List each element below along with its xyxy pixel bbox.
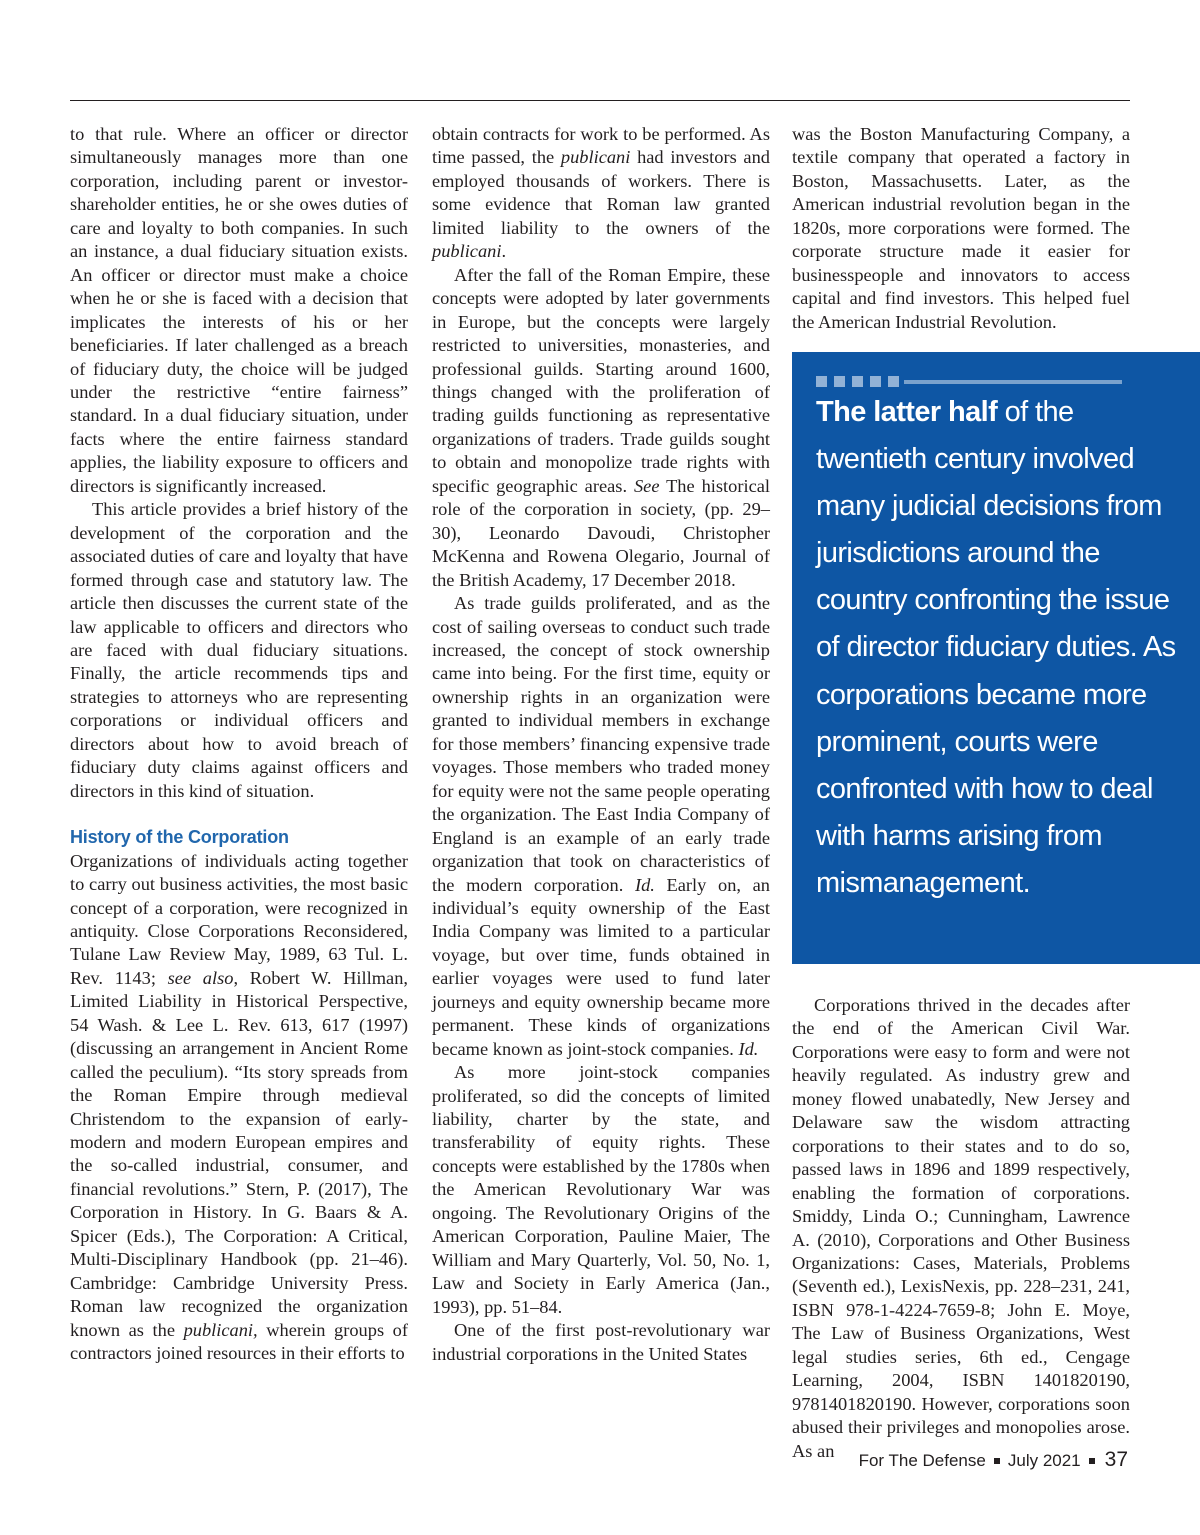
page-footer — [859, 1448, 1128, 1472]
col1-paragraph-1: to that rule. Where an officer or director simultaneously manages more than one corporation, including parent or investor-shareholder entities, he or she owes duties of care and loyalty to both companies. In such an instance, a dual fiduciary situation exists. An officer or director must make a choice when he or she is faced with a decision that implicates the interests of his or her beneficiaries. If later challenged as a breach of fiduciary duty, the choice will be judged under the restrictive “entire fairness” standard. In a dual fiduciary situation, under facts where the entire fairness standard applies, the liability exposure to officers and directors is significantly increased. — [70, 124, 408, 496]
col2-paragraph-5: One of the first post-revolutionary war industrial corporations in the United States — [432, 1320, 770, 1364]
col2-paragraph-3: As trade guilds proliferated, and as the cost of sailing overseas to conduct such trade increased, the concept of stock ownership came into being. For the first time, equity or ownership rights in an organization were granted to individual members in exchange for those members’ financing expensive trade voyages. Those members who traded money for equity were not the same people operating the organization. The East India Company of England is an example of an early trade organization that took on characteristics of the modern corporation. Id. Early on, an individual’s equity ownership of the East India Company was limited to a particular voyage, but over time, funds obtained in earlier voyages were used to fund later journeys and equity ownership became more permanent. These kinds of organizations became known as joint-stock companies. Id. — [432, 593, 770, 1059]
col1-paragraph-2: This article provides a brief history of the development of the corporation and the associated duties of care and loyalty that have formed through case and statutory law. The article then discusses the current state of the law applicable to officers and directors who are faced with dual fiduciary situations. Finally, the article recommends tips and strategies to attorneys who are representing corporations or individual officers and directors about how to avoid breach of fiduciary duty claims against officers and directors in this kind of situation. — [70, 499, 408, 801]
col2-paragraph-2: After the fall of the Roman Empire, these concepts were adopted by later governments in Europe, but the concepts were largely restricted to universities, monasteries, and professional guilds. Starting around 1600, things changed with the proliferation of trading guilds functioning as representative organizations of traders. Trade guilds sought to obtain and monopolize trade rights with specific geographic areas. See The historical role of the corporation in society, (pp. 29–30), Leonardo Davoudi, Christopher McKenna and Rowena Olegario, Journal of the British Academy, 17 December 2018. — [432, 264, 771, 590]
col2-paragraph-1: obtain contracts for work to be performed. As time passed, the publicani had investors and employed thousands of workers. There is some evidence that Roman law granted limited liability to the owners of the publicani. — [432, 124, 770, 262]
decorative-squares-icon — [816, 376, 906, 388]
column-1 — [70, 123, 408, 1366]
col3-after-pullquote — [792, 994, 1130, 1463]
col3-paragraph-1: was the Boston Manufacturing Company, a textile company that operated a factory in Boston, Massachusetts. Later, as the American industrial revolution began in the 1820s, more corporations were formed. The corporate structure made it easier for businesspeople and innovators to access capital and find investors. This helped fuel the American Industrial Revolution. — [792, 124, 1130, 332]
page-number: 37 — [1104, 1448, 1128, 1471]
footer-date: July 2021 — [1007, 1451, 1081, 1470]
col1-paragraph-3: Organizations of individuals acting together to carry out business activities, the most basic concept of a corporation, were recognized in antiquity. Close Corporations Reconsidered, Tulane Law Review May, 1989, 63 Tul. L. Rev. 1143; see also, Robert W. Hillman, Limited Liability in Historical Perspective, 54 Wash. & Lee L. Rev. 613, 617 (1997) (discussing an arrangement in Ancient Rome called the peculium). “Its story spreads from the Roman Empire through medieval Christendom to the expansion of early-modern and modern European empires and the so-called industrial, consumer, and financial revolutions.” Stern, P. (2017), The Corporation in History. In G. Baars & A. Spicer (Eds.), The Corporation: A Critical, Multi-Disciplinary Handbook (pp. 21–46). Cambridge: Cambridge University Press. Roman law recognized the organization known as the publicani, wherein groups of contractors joined resources in their efforts to — [70, 850, 408, 1364]
column-2 — [432, 123, 770, 1366]
bullet-icon — [1089, 1458, 1095, 1464]
decorative-rule — [904, 380, 1122, 384]
pull-quote-box — [792, 352, 1200, 964]
bullet-icon — [994, 1458, 1000, 1464]
section-heading: History of the Corporation — [70, 827, 289, 848]
pull-quote-text: The latter half of the twentieth century involved many judicial decisions from jurisdictions around the country confronting the issue of director fiduciary duties. As corporations became more prominent, courts were confronted with how to deal with harms arising from mismanagement. — [816, 396, 1176, 899]
footer-publication: For The Defense — [858, 1451, 986, 1470]
top-rule — [70, 100, 1130, 101]
col3-paragraph-2: Corporations thrived in the decades after the end of the American Civil War. Corporations were easy to form and were not heavily regulated. As industry grew and money flowed unabatedly, New Jersey and Delaware saw the wisdom attracting corporations to their states and to do so, passed laws in 1896 and 1899 respectively, enabling the formation of corporations. Smiddy, Linda O.; Cunningham, Lawrence A. (2010), Corporations and Other Business Organizations: Cases, Materials, Problems (Seventh ed.), LexisNexis, pp. 228–231, 241, ISBN 978-1-4224-7659-8; John E. Moye, The Law of Business Organizations, West legal studies series, 6th ed., Cengage Learning, 2004, ISBN 1401820190, 9781401820190. However, corporations soon abused their privileges and monopolies arose. As an — [792, 995, 1130, 1461]
col2-paragraph-4: As more joint-stock companies proliferated, so did the concepts of limited liability, charter by the state, and transferability of equity rights. These concepts were established by the 1780s when the American Revolutionary War was ongoing. The Revolutionary Origins of the American Corporation, Pauline Maier, The William and Mary Quarterly, Vol. 50, No. 1, Law and Society in Early America (Jan., 1993), pp. 51–84. — [432, 1062, 770, 1317]
